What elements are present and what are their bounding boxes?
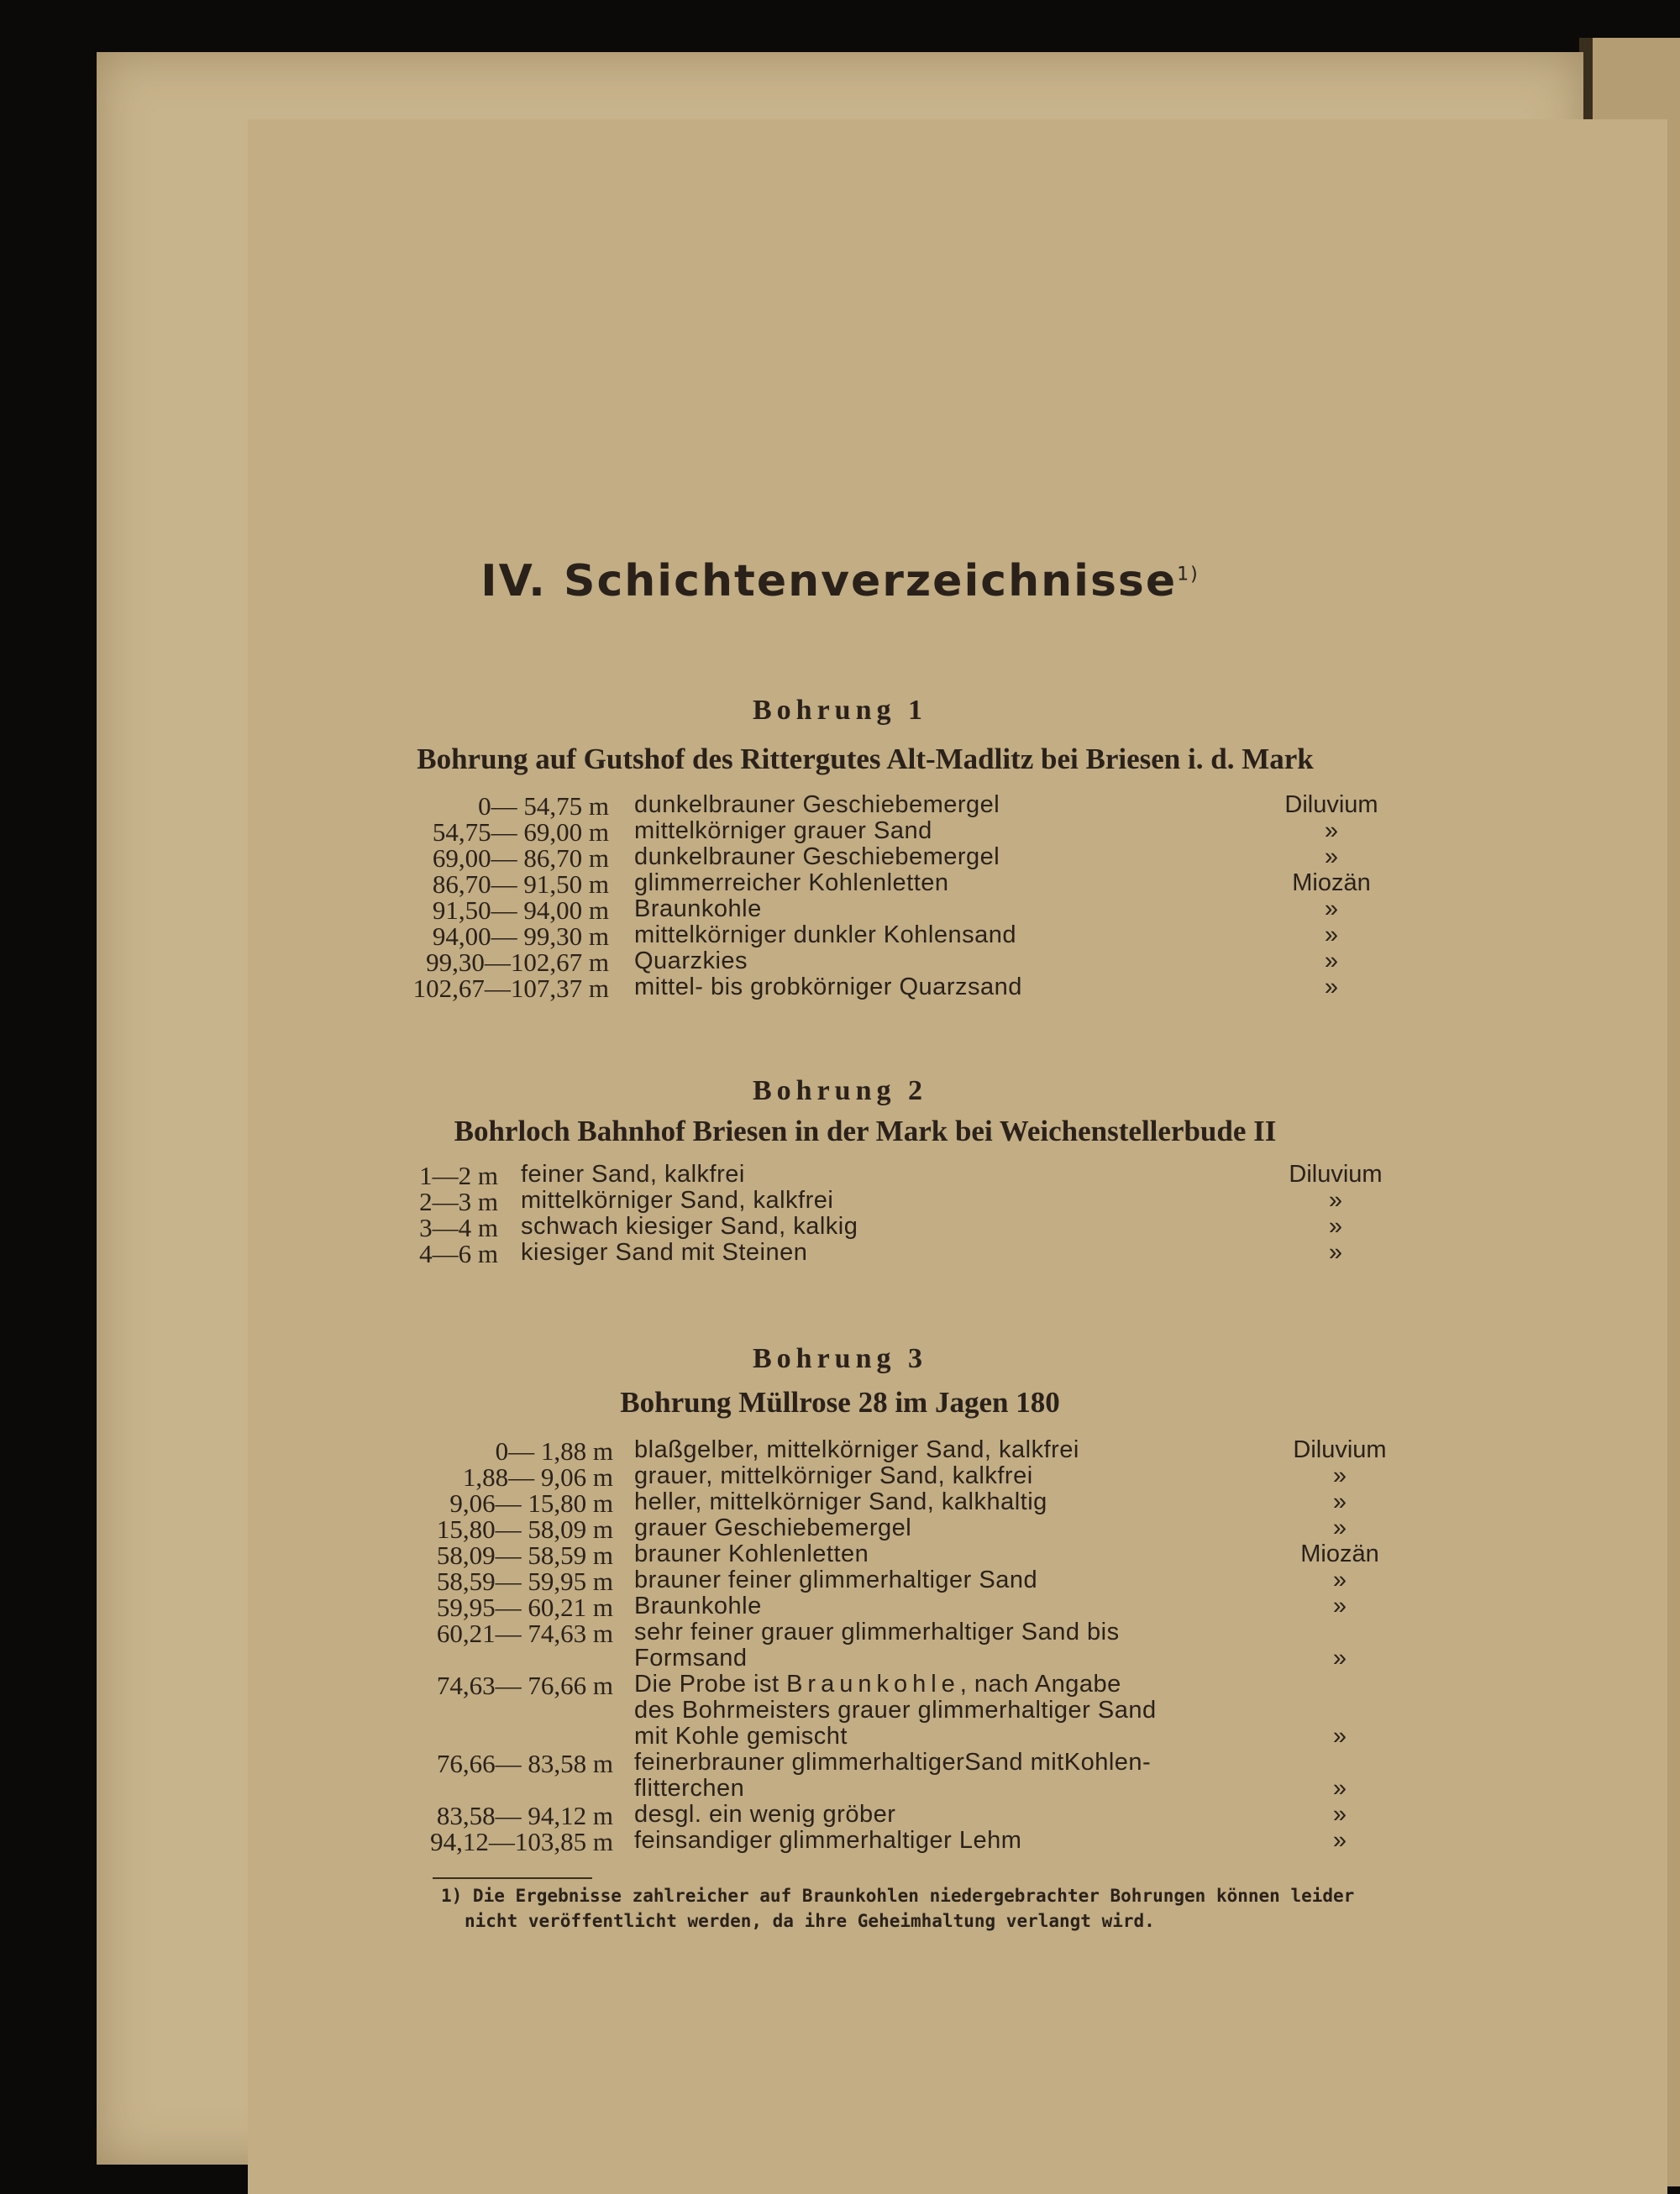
table-row: [97, 1801, 1583, 1828]
table-row: [97, 817, 1583, 847]
depth-range: 4—6 m: [419, 1239, 498, 1268]
stratigraphy: »: [1324, 843, 1339, 870]
section-2-heading: Bohrung 2: [753, 1075, 927, 1106]
table-row: [97, 869, 1583, 899]
table-row: [97, 1619, 1583, 1646]
table-row: [97, 1697, 1583, 1724]
section-3-heading: Bohrung 3: [753, 1343, 927, 1374]
depth-range: 91,50— 94,00 m: [432, 895, 609, 925]
stratigraphy: »: [1332, 1723, 1347, 1750]
table-row: [97, 1671, 1583, 1698]
layer-description: feinsandiger glimmerhaltiger Lehm: [634, 1827, 1022, 1854]
stratigraphy: »: [1328, 1239, 1343, 1266]
stratigraphy: »: [1332, 1514, 1347, 1541]
section-2-subheading: Bohrloch Bahnhof Briesen in der Mark bei Weichenstellerbude II: [454, 1115, 1277, 1147]
table-row: [97, 974, 1583, 1003]
layer-description: feiner Sand, kalkfrei: [521, 1161, 745, 1188]
depth-range: 86,70— 91,50 m: [432, 869, 609, 899]
depth-range: 60,21— 74,63 m: [436, 1619, 613, 1648]
depth-range: 69,00— 86,70 m: [432, 843, 609, 873]
table-row: [97, 1593, 1583, 1622]
depth-range: 58,09— 58,59 m: [436, 1541, 613, 1570]
table-row: [97, 1462, 1583, 1492]
table-row: [97, 1436, 1583, 1466]
table-row: [97, 1541, 1583, 1570]
depth-range: 59,95— 60,21 m: [436, 1593, 613, 1622]
table-row: [97, 1161, 1583, 1188]
depth-range: 9,06— 15,80 m: [449, 1488, 613, 1518]
depth-range: 15,80— 58,09 m: [436, 1514, 613, 1544]
depth-range: 94,00— 99,30 m: [432, 921, 609, 951]
layer-description: heller, mittelkörniger Sand, kalkhaltig: [634, 1488, 1047, 1515]
page-title-text: IV. Schichtenverzeichnisse: [480, 556, 1178, 606]
depth-range: 2—3 m: [419, 1187, 498, 1216]
layer-description: grauer Geschiebemergel: [634, 1514, 912, 1541]
table-row: [97, 791, 1583, 821]
layer-description: des Bohrmeisters grauer glimmerhaltiger Sand: [634, 1697, 1157, 1724]
depth-range: 99,30—102,67 m: [426, 947, 609, 977]
stratigraphy: Diluvium: [1289, 1161, 1383, 1188]
layer-description: brauner feiner glimmerhaltiger Sand: [634, 1567, 1038, 1593]
layer-description: [634, 1671, 1121, 1698]
layer-description-post: , nach Angabe: [959, 1671, 1121, 1698]
stratigraphy: »: [1324, 947, 1339, 974]
stratigraphy: »: [1332, 1801, 1347, 1828]
section-1-heading: Bohrung 1: [753, 695, 927, 726]
table-row: [97, 1645, 1583, 1672]
layer-description: brauner Kohlenletten: [634, 1541, 869, 1567]
table-row: [97, 947, 1583, 977]
table-row: [97, 1775, 1583, 1802]
stratigraphy: »: [1324, 921, 1339, 948]
section-1-subheading: Bohrung auf Gutshof des Rittergutes Alt-Madlitz bei Briesen i. d. Mark: [417, 743, 1314, 775]
layer-description: Quarzkies: [634, 947, 748, 974]
depth-range: 0— 54,75 m: [478, 791, 609, 821]
layer-description: mittel- bis grobkörniger Quarzsand: [634, 974, 1022, 1000]
stratigraphy: »: [1328, 1213, 1343, 1240]
layer-description: mit Kohle gemischt: [634, 1723, 848, 1750]
stratigraphy: »: [1324, 817, 1339, 844]
stratigraphy: »: [1332, 1645, 1347, 1672]
layer-description: flitterchen: [634, 1775, 745, 1802]
layer-description: grauer, mittelkörniger Sand, kalkfrei: [634, 1462, 1033, 1489]
page-title: [97, 556, 1583, 606]
layer-description: feinerbrauner glimmerhaltigerSand mitKohlen-: [634, 1749, 1152, 1776]
layer-description: glimmerreicher Kohlenletten: [634, 869, 949, 896]
depth-range: 54,75— 69,00 m: [432, 817, 609, 847]
depth-range: 83,58— 94,12 m: [436, 1801, 613, 1830]
stratigraphy: Miozän: [1292, 869, 1371, 896]
table-row: [97, 921, 1583, 951]
stratigraphy: »: [1332, 1775, 1347, 1802]
stratigraphy: »: [1332, 1827, 1347, 1854]
layer-description: mittelkörniger grauer Sand: [634, 817, 932, 844]
layer-description: mittelkörniger dunkler Kohlensand: [634, 921, 1016, 948]
table-row: [97, 1567, 1583, 1596]
stratigraphy: »: [1332, 1462, 1347, 1489]
layer-description: sehr feiner grauer glimmerhaltiger Sand bis: [634, 1619, 1120, 1646]
layer-description: schwach kiesiger Sand, kalkig: [521, 1213, 858, 1240]
table-row: [97, 1514, 1583, 1544]
section-3-subheading: Bohrung Müllrose 28 im Jagen 180: [620, 1386, 1060, 1419]
depth-range: 1—2 m: [419, 1161, 498, 1190]
depth-range: 102,67—107,37 m: [412, 974, 609, 1003]
layer-description: Braunkohle: [634, 895, 762, 922]
stratigraphy: »: [1324, 974, 1339, 1000]
layer-description-emphasis: Braunkohle: [786, 1671, 960, 1698]
document-page: [97, 52, 1583, 2165]
depth-range: 58,59— 59,95 m: [436, 1567, 613, 1596]
table-row: [97, 843, 1583, 873]
stratigraphy: »: [1324, 895, 1339, 922]
stratigraphy: »: [1332, 1567, 1347, 1593]
stratigraphy: »: [1332, 1593, 1347, 1619]
footnote-line-1: 1) Die Ergebnisse zahlreicher auf Braunkohlen niedergebrachter Bohrungen können leider: [441, 1886, 1355, 1906]
footnote-rule: [433, 1877, 592, 1879]
table-row: [97, 1749, 1583, 1776]
table-row: [97, 1827, 1583, 1854]
layer-description: Formsand: [634, 1645, 748, 1672]
stratigraphy: Diluvium: [1284, 791, 1378, 818]
depth-range: 0— 1,88 m: [495, 1436, 613, 1466]
depth-range: 1,88— 9,06 m: [462, 1462, 613, 1492]
table-row: [97, 1213, 1583, 1240]
footnote: [441, 1883, 1533, 1934]
stratigraphy: »: [1328, 1187, 1343, 1214]
stratigraphy: Miozän: [1300, 1541, 1379, 1567]
table-row: [97, 1187, 1583, 1214]
depth-range: 74,63— 76,66 m: [436, 1671, 613, 1700]
layer-description-pre: Die Probe ist: [634, 1671, 787, 1698]
layer-description: dunkelbrauner Geschiebemergel: [634, 843, 1000, 870]
layer-description: Braunkohle: [634, 1593, 762, 1619]
table-row: [97, 1488, 1583, 1518]
table-row: [97, 1239, 1583, 1266]
title-footnote-mark: 1): [1177, 564, 1200, 585]
layer-description: dunkelbrauner Geschiebemergel: [634, 791, 1000, 818]
table-row: [97, 895, 1583, 925]
footnote-line-2: nicht veröffentlicht werden, da ihre Geheimhaltung verlangt wird.: [465, 1911, 1155, 1931]
table-row: [97, 1723, 1583, 1750]
stratigraphy: »: [1332, 1488, 1347, 1515]
layer-description: kiesiger Sand mit Steinen: [521, 1239, 808, 1266]
depth-range: 3—4 m: [419, 1213, 498, 1242]
layer-description: blaßgelber, mittelkörniger Sand, kalkfrei: [634, 1436, 1079, 1463]
layer-description: desgl. ein wenig gröber: [634, 1801, 896, 1828]
depth-range: 76,66— 83,58 m: [436, 1749, 613, 1778]
stratigraphy: Diluvium: [1293, 1436, 1387, 1463]
layer-description: mittelkörniger Sand, kalkfrei: [521, 1187, 834, 1214]
depth-range: 94,12—103,85 m: [430, 1827, 613, 1856]
